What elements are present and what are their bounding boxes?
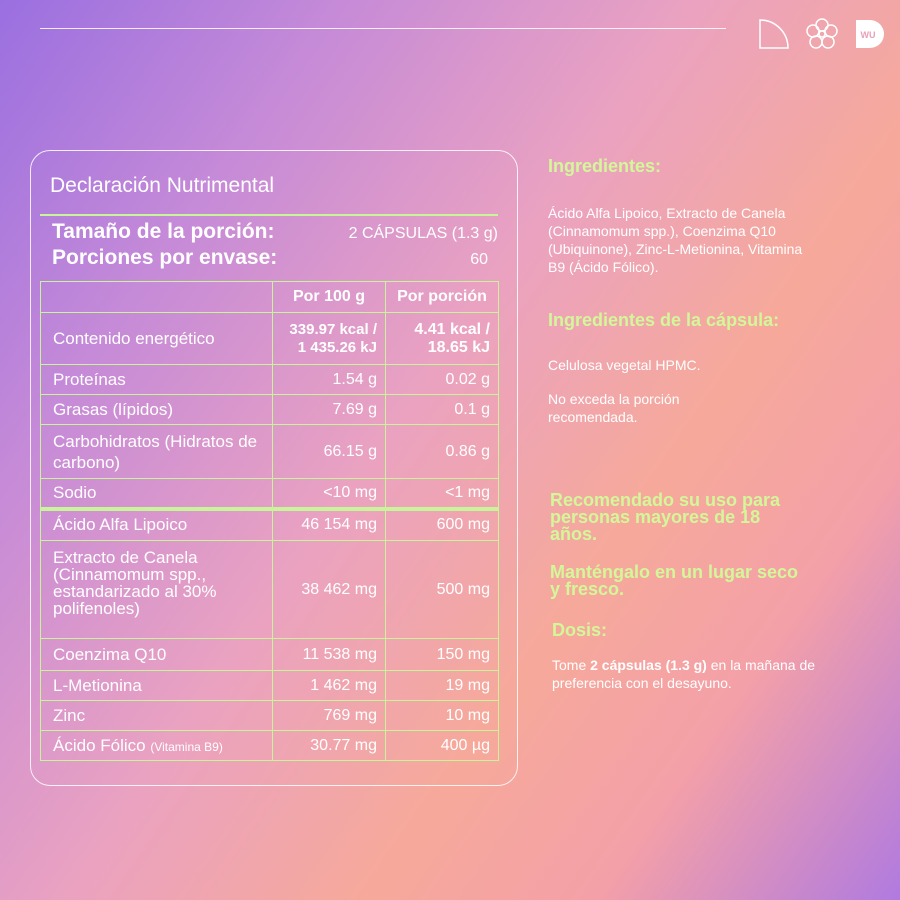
table-row bbox=[41, 509, 499, 541]
row-name-small: (Vitamina B9) bbox=[150, 739, 223, 754]
serving-value: 2 CÁPSULAS (1.3 g) bbox=[348, 225, 498, 242]
capsule-heading: Ingredientes de la cápsula: bbox=[548, 310, 780, 330]
svg-text:WU: WU bbox=[860, 30, 876, 40]
recommend-text: Recomendado su uso para personas mayores de 18 años. bbox=[550, 490, 781, 544]
dose-suffix: en la mañana de preferencia con el desayuno. bbox=[552, 657, 816, 691]
row-per100: 30.77 mg bbox=[273, 731, 386, 761]
row-perserving: 0.1 g bbox=[386, 395, 499, 425]
header-icons bbox=[756, 16, 888, 52]
servings-value: 60 bbox=[470, 251, 488, 268]
dose-heading: Dosis: bbox=[552, 620, 608, 640]
panel-title: Declaración Nutrimental bbox=[50, 174, 275, 197]
storage-text: Manténgalo en un lugar seco y fresco. bbox=[550, 562, 799, 599]
table-row bbox=[41, 395, 499, 425]
table-row bbox=[41, 671, 499, 701]
row-name: Contenido energético bbox=[41, 313, 273, 365]
row-perserving: 500 mg bbox=[386, 541, 499, 639]
brand-logo-icon bbox=[852, 16, 888, 52]
row-per100: 1 462 mg bbox=[273, 671, 386, 701]
warning-text: No exceda la porción recomendada. bbox=[548, 391, 680, 425]
ingredients-text: Ácido Alfa Lipoico, Extracto de Canela (Cinnamomum spp.), Coenzima Q10 (Ubiquinone), Zinc-L-Metionina, Vitamina B9 (Ácido Fólico). bbox=[548, 205, 803, 275]
table-header: Por 100 g bbox=[273, 282, 386, 313]
row-name-cell bbox=[41, 731, 273, 761]
row-name: Extracto de Canela bbox=[53, 548, 198, 567]
row-per100: 7.69 g bbox=[273, 395, 386, 425]
row-perserving: 19 mg bbox=[386, 671, 499, 701]
row-name: Ácido Alfa Lipoico bbox=[41, 509, 273, 541]
row-name-cell bbox=[41, 541, 273, 639]
row-name: L-Metionina bbox=[41, 671, 273, 701]
table-row bbox=[41, 365, 499, 395]
table-header bbox=[41, 282, 273, 313]
row-name: Grasas (lípidos) bbox=[41, 395, 273, 425]
dose-text bbox=[552, 656, 882, 692]
servings-label: Porciones por envase: bbox=[52, 246, 278, 269]
table-row bbox=[41, 731, 499, 761]
table-row bbox=[41, 425, 499, 479]
table-row bbox=[41, 639, 499, 671]
row-perserving: 0.86 g bbox=[386, 425, 499, 479]
row-per100: 339.97 kcal / 1 435.26 kJ bbox=[273, 313, 386, 365]
row-per100: 46 154 mg bbox=[273, 509, 386, 541]
row-perserving: 0.02 g bbox=[386, 365, 499, 395]
table-row bbox=[41, 701, 499, 731]
row-name: Proteínas bbox=[41, 365, 273, 395]
divider bbox=[40, 214, 498, 216]
nutrition-table bbox=[40, 281, 499, 761]
dose-bold: 2 cápsulas (1.3 g) bbox=[590, 657, 707, 673]
dose-prefix: Tome bbox=[552, 657, 591, 673]
top-divider bbox=[40, 28, 726, 29]
row-perserving: 150 mg bbox=[386, 639, 499, 671]
row-per100: 769 mg bbox=[273, 701, 386, 731]
table-row bbox=[41, 541, 499, 639]
row-per100: 66.15 g bbox=[273, 425, 386, 479]
serving-info bbox=[52, 220, 498, 272]
table-row bbox=[41, 313, 499, 365]
row-name: Zinc bbox=[41, 701, 273, 731]
row-name: Ácido Fólico bbox=[53, 735, 146, 755]
flower-icon bbox=[804, 16, 840, 52]
table-header: Por porción bbox=[386, 282, 499, 313]
row-name-extra: (Cinnamomum spp., estandarizado al 30% polifenoles) bbox=[53, 565, 217, 618]
row-name: Carbohidratos (Hidratos de carbono) bbox=[41, 425, 273, 479]
row-name: Coenzima Q10 bbox=[41, 639, 273, 671]
ingredients-heading: Ingredientes: bbox=[548, 156, 662, 176]
row-per100: 1.54 g bbox=[273, 365, 386, 395]
row-per100: 38 462 mg bbox=[273, 541, 386, 639]
row-per100: 11 538 mg bbox=[273, 639, 386, 671]
row-name: Sodio bbox=[41, 479, 273, 509]
serving-label: Tamaño de la porción: bbox=[52, 220, 275, 243]
table-row bbox=[41, 479, 499, 509]
row-perserving: <1 mg bbox=[386, 479, 499, 509]
row-perserving: 400 µg bbox=[386, 731, 499, 761]
capsule-text: Celulosa vegetal HPMC. bbox=[548, 357, 701, 373]
row-perserving: 4.41 kcal / 18.65 kJ bbox=[386, 313, 499, 365]
quarter-circle-icon bbox=[756, 16, 792, 52]
row-perserving: 600 mg bbox=[386, 509, 499, 541]
row-perserving: 10 mg bbox=[386, 701, 499, 731]
row-per100: <10 mg bbox=[273, 479, 386, 509]
